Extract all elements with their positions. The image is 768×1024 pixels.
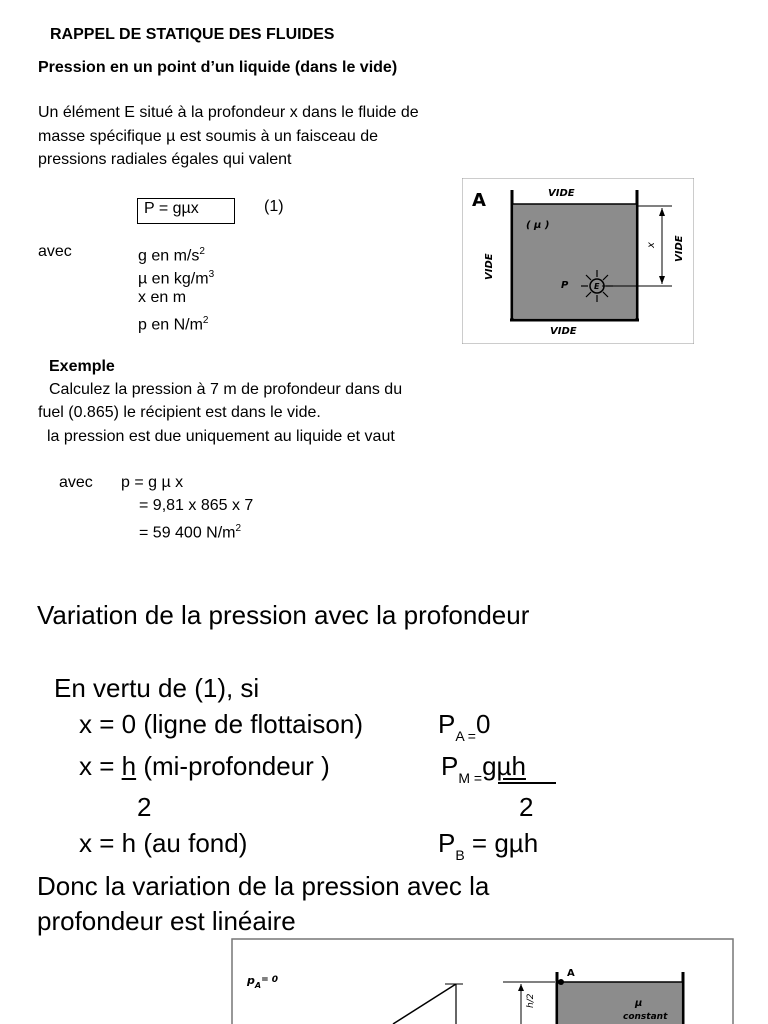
section-2-heading: Variation de la pression avec la profondeur	[37, 600, 530, 630]
example-line-1: Calculez la pression à 7 m de profondeur dans du	[49, 381, 403, 398]
example-eq-2: = 9,81 x 865 x 7	[139, 497, 254, 514]
formula-box	[137, 198, 235, 224]
row-2-right: $P_{M =}g\mu h$	[441, 751, 526, 786]
fig2-a-label: A	[567, 968, 575, 979]
unit-mu: µ en $kg/m^3$	[138, 269, 215, 288]
fig2-h2-label: h/2	[526, 993, 536, 1008]
fig1-a-label: A	[472, 190, 486, 211]
fig1-mu-label: ( µ )	[526, 220, 550, 231]
row-2-denominator-left: 2	[137, 792, 152, 822]
fig1-x-label: x	[646, 242, 657, 248]
example-eq-1: p = g µ x	[121, 474, 184, 491]
row-1-right: $P_{A =}0$	[438, 709, 491, 744]
fig1-vide-right: VIDE	[674, 235, 685, 262]
intro-line-2: masse spécifique µ est soumis à un faisceau de	[38, 128, 379, 145]
units-avec: avec	[38, 243, 72, 260]
fig2-pa-label: $p_A^{= 0}$	[247, 974, 279, 990]
intro-line-3: pressions radiales égales qui valent	[38, 151, 292, 168]
conclusion-line-1: Donc la variation de la pression avec la	[37, 871, 490, 901]
example-eq-3: = 59 400 $N/m^2$	[139, 523, 242, 542]
example-line-3: la pression est due uniquement au liquide et vaut	[47, 428, 395, 445]
example-heading: Exemple	[49, 358, 115, 375]
example-avec: avec	[59, 474, 93, 491]
conclusion-line-2: profondeur est linéaire	[37, 906, 296, 936]
fig1-vide-top: VIDE	[548, 188, 575, 199]
row-2-left: x = h (mi-profondeur )	[79, 751, 330, 781]
fig1-p-label: P	[561, 280, 569, 291]
page-title: RAPPEL DE STATIQUE DES FLUIDES	[50, 26, 335, 43]
fig2-constant-label: constant	[623, 1012, 668, 1022]
row-3-right: $P_B = g\mu h$	[438, 828, 539, 863]
section-subtitle: Pression en un point d’un liquide (dans le vide)	[38, 59, 398, 76]
unit-p: p en $N/m^2$	[138, 315, 209, 334]
fig1-vide-left: VIDE	[484, 253, 495, 280]
example-line-2: fuel (0.865) le récipient est dans le vide.	[38, 404, 321, 421]
intro-line-1: Un élément E situé à la profondeur x dans le fluide de	[38, 104, 419, 121]
pressure-depth-diagram	[231, 938, 734, 1024]
fig1-e-label: E	[594, 282, 600, 291]
row-1-left: x = 0 (ligne de flottaison)	[79, 709, 363, 739]
fig1-vide-bottom: VIDE	[550, 326, 577, 337]
fraction-bar	[498, 782, 556, 784]
formula-text: P = gµx	[144, 200, 199, 217]
formula-ref: (1)	[264, 198, 284, 215]
row-2-denominator-right: 2	[519, 792, 534, 822]
row-3-left: x = h (au fond)	[79, 828, 248, 858]
fig2-mu-label: µ	[635, 998, 643, 1009]
unit-g: g en $m/s^2$	[138, 246, 205, 265]
section-2-intro: En vertu de (1), si	[54, 673, 260, 703]
container-vacuum-diagram	[462, 178, 694, 344]
unit-x: x en m	[138, 289, 187, 306]
